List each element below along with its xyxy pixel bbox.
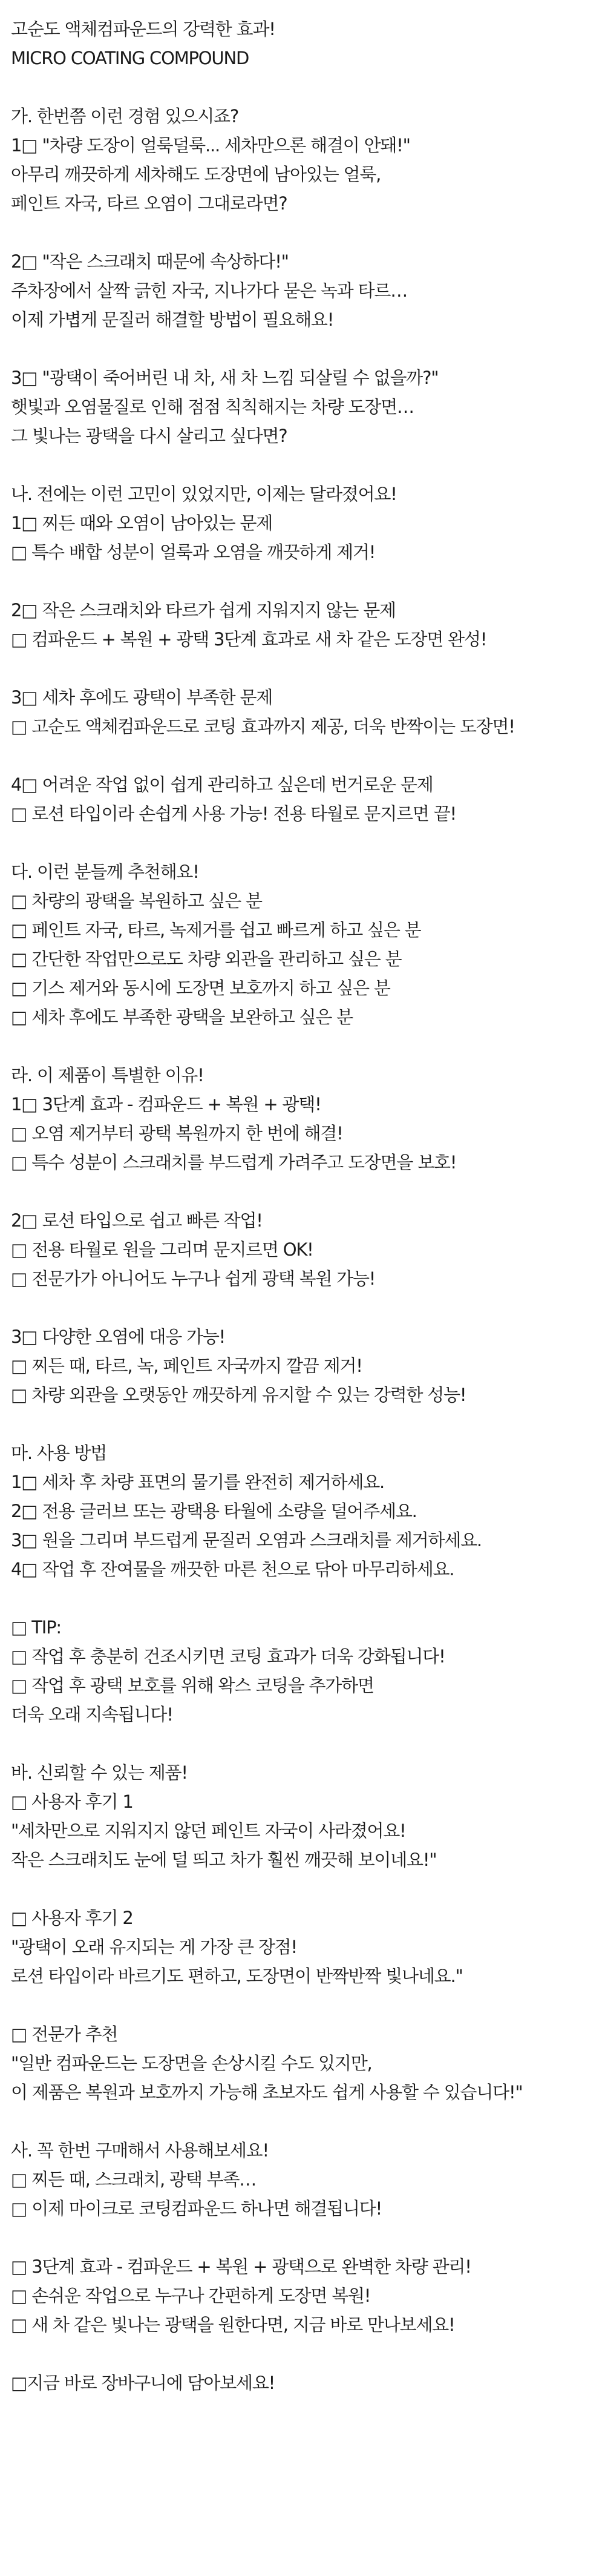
text-line: □ 전문가 추천 [11, 2024, 118, 2044]
text-line: 로션 타입이라 바르기도 편하고, 도장면이 반짝반짝 빛나네요." [11, 1966, 463, 1986]
text-line: □ 페인트 자국, 타르, 녹제거를 쉽고 빠르게 하고 싶은 분 [11, 920, 421, 940]
text-line: □ 로션 타입이라 손쉽게 사용 가능! 전용 타월로 문지르면 끝! [11, 803, 456, 824]
text-line: 이제 가볍게 문질러 해결할 방법이 필요해요! [11, 309, 334, 330]
text-line: □ 새 차 같은 빛나는 광택을 원한다면, 지금 바로 만나보세요! [11, 2314, 455, 2335]
text-line: 이 제품은 복원과 보호까지 가능해 초보자도 쉽게 사용할 수 있습니다!" [11, 2082, 523, 2103]
text-line: □ 찌든 때, 스크래치, 광택 부족… [11, 2169, 257, 2190]
text-line: □ 컴파운드 + 복원 + 광택 3단계 효과로 새 차 같은 도장면 완성! [11, 629, 487, 650]
text-line: □ 이제 마이크로 코팅컴파운드 하나면 해결됩니다! [11, 2198, 382, 2219]
blank-line [11, 1729, 594, 1758]
text-line: 3□ "광택이 죽어버린 내 차, 새 차 느낌 되살릴 수 없을까?" [11, 367, 439, 388]
blank-line [11, 828, 594, 857]
text-line: MICRO COATING COMPOUND [11, 48, 249, 68]
text-line: 2□ 전용 글러브 또는 광택용 타월에 소량을 덜어주세요. [11, 1501, 417, 1521]
text-line: 사. 꼭 한번 구매해서 사용해보세요! [11, 2140, 269, 2161]
blank-line [11, 218, 594, 247]
text-line: "일반 컴파운드는 도장면을 손상시킬 수도 있지만, [11, 2053, 372, 2074]
blank-line [11, 1409, 594, 1438]
text-line: □ 작업 후 충분히 건조시키면 코팅 효과가 더욱 강화됩니다! [11, 1646, 445, 1667]
text-line: 2□ "작은 스크래치 때문에 속상하다!" [11, 251, 289, 272]
blank-line [11, 1991, 594, 2020]
text-line: 4□ 어려운 작업 없이 쉽게 관리하고 싶은데 번거로운 문제 [11, 774, 433, 795]
text-line: □ 전용 타월로 원을 그리며 문지르면 OK! [11, 1239, 313, 1260]
text-line: 1□ 찌든 때와 오염이 남아있는 문제 [11, 513, 273, 533]
text-line: 그 빛나는 광택을 다시 살리고 싶다면? [11, 426, 287, 446]
blank-line [11, 2223, 594, 2252]
text-line: □ 사용자 후기 1 [11, 1791, 133, 1812]
text-line: 라. 이 제품이 특별한 이유! [11, 1065, 204, 1085]
text-line: 1□ 세차 후 차량 표면의 물기를 완전히 제거하세요. [11, 1472, 385, 1492]
blank-line [11, 334, 594, 363]
text-line: "광택이 오래 유지되는 게 가장 큰 장점! [11, 1937, 297, 1957]
text-line: 다. 이런 분들께 추천해요! [11, 861, 199, 882]
text-line: 페인트 자국, 타르 오염이 그대로라면? [11, 193, 287, 214]
text-line: □ 특수 배합 성분이 얼룩과 오염을 깨끗하게 제거! [11, 542, 376, 562]
text-line: □ 고순도 액체컴파운드로 코팅 효과까지 제공, 더욱 반짝이는 도장면! [11, 716, 515, 737]
text-line: □ 작업 후 광택 보호를 위해 왁스 코팅을 추가하면 [11, 1675, 374, 1696]
text-line: □ 손쉬운 작업으로 누구나 간편하게 도장면 복원! [11, 2285, 371, 2306]
text-line: 고순도 액체컴파운드의 강력한 효과! [11, 19, 275, 39]
text-line: □ 기스 제거와 동시에 도장면 보호까지 하고 싶은 분 [11, 978, 390, 998]
text-line: 2□ 작은 스크래치와 타르가 쉽게 지워지지 않는 문제 [11, 600, 396, 621]
blank-line [11, 1177, 594, 1206]
blank-line [11, 1293, 594, 1322]
text-line: 3□ 다양한 오염에 대응 가능! [11, 1326, 226, 1347]
text-line: □ 전문가가 아니어도 누구나 쉽게 광택 복원 가능! [11, 1268, 376, 1289]
text-line: □ 사용자 후기 2 [11, 1908, 133, 1928]
text-line: 아무리 깨끗하게 세차해도 도장면에 남아있는 얼룩, [11, 164, 381, 185]
text-line: 3□ 원을 그리며 부드럽게 문질러 오염과 스크래치를 제거하세요. [11, 1530, 482, 1550]
text-line: 마. 사용 방법 [11, 1443, 107, 1463]
text-line: 3□ 세차 후에도 광택이 부족한 문제 [11, 687, 273, 708]
text-line: □ TIP: [11, 1617, 61, 1638]
text-line: 더욱 오래 지속됩니다! [11, 1704, 173, 1725]
text-line: 1□ "차량 도장이 얼룩덜룩... 세차만으론 해결이 안돼!" [11, 135, 410, 156]
blank-line [11, 450, 594, 479]
blank-line [11, 73, 594, 102]
text-line: 4□ 작업 후 잔여물을 깨끗한 마른 천으로 닦아 마무리하세요. [11, 1559, 454, 1580]
text-line: □ 간단한 작업만으로도 차량 외관을 관리하고 싶은 분 [11, 949, 402, 969]
blank-line [11, 2107, 594, 2136]
text-line: 햇빛과 오염물질로 인해 점점 칙칙해지는 차량 도장면… [11, 397, 414, 417]
text-line: □ 차량의 광택을 복원하고 싶은 분 [11, 891, 262, 911]
text-line: □ 3단계 효과 - 컴파운드 + 복원 + 광택으로 완벽한 차량 관리! [11, 2256, 471, 2277]
blank-line [11, 1032, 594, 1061]
text-line: □ 세차 후에도 부족한 광택을 보완하고 싶은 분 [11, 1007, 353, 1027]
text-line: 나. 전에는 이런 고민이 있었지만, 이제는 달라졌어요! [11, 484, 397, 504]
text-line: □ 차량 외관을 오랫동안 깨끗하게 유지할 수 있는 강력한 성능! [11, 1385, 466, 1405]
text-line: □ 찌든 때, 타르, 녹, 페인트 자국까지 깔끔 제거! [11, 1356, 362, 1376]
blank-line [11, 741, 594, 770]
blank-line [11, 1874, 594, 1903]
blank-line [11, 2339, 594, 2368]
text-line: □ 오염 제거부터 광택 복원까지 한 번에 해결! [11, 1123, 343, 1144]
text-line: 작은 스크래치도 눈에 덜 띄고 차가 훨씬 깨끗해 보이네요!" [11, 1850, 437, 1870]
blank-line [11, 1584, 594, 1613]
text-line: 바. 신뢰할 수 있는 제품! [11, 1762, 188, 1783]
text-line: □지금 바로 장바구니에 담아보세요! [11, 2373, 275, 2393]
text-line: 2□ 로션 타입으로 쉽고 빠른 작업! [11, 1210, 263, 1231]
text-line: 1□ 3단계 효과 - 컴파운드 + 복원 + 광택! [11, 1094, 321, 1115]
blank-line [11, 567, 594, 596]
blank-line [11, 654, 594, 683]
text-line: "세차만으로 지워지지 않던 페인트 자국이 사라졌어요! [11, 1820, 406, 1841]
text-line: 가. 한번쯤 이런 경험 있으시죠? [11, 106, 239, 127]
text-line: 주차장에서 살짝 긁힌 자국, 지나가다 묻은 녹과 타르… [11, 280, 408, 301]
text-line: □ 특수 성분이 스크래치를 부드럽게 가려주고 도장면을 보호! [11, 1152, 457, 1173]
